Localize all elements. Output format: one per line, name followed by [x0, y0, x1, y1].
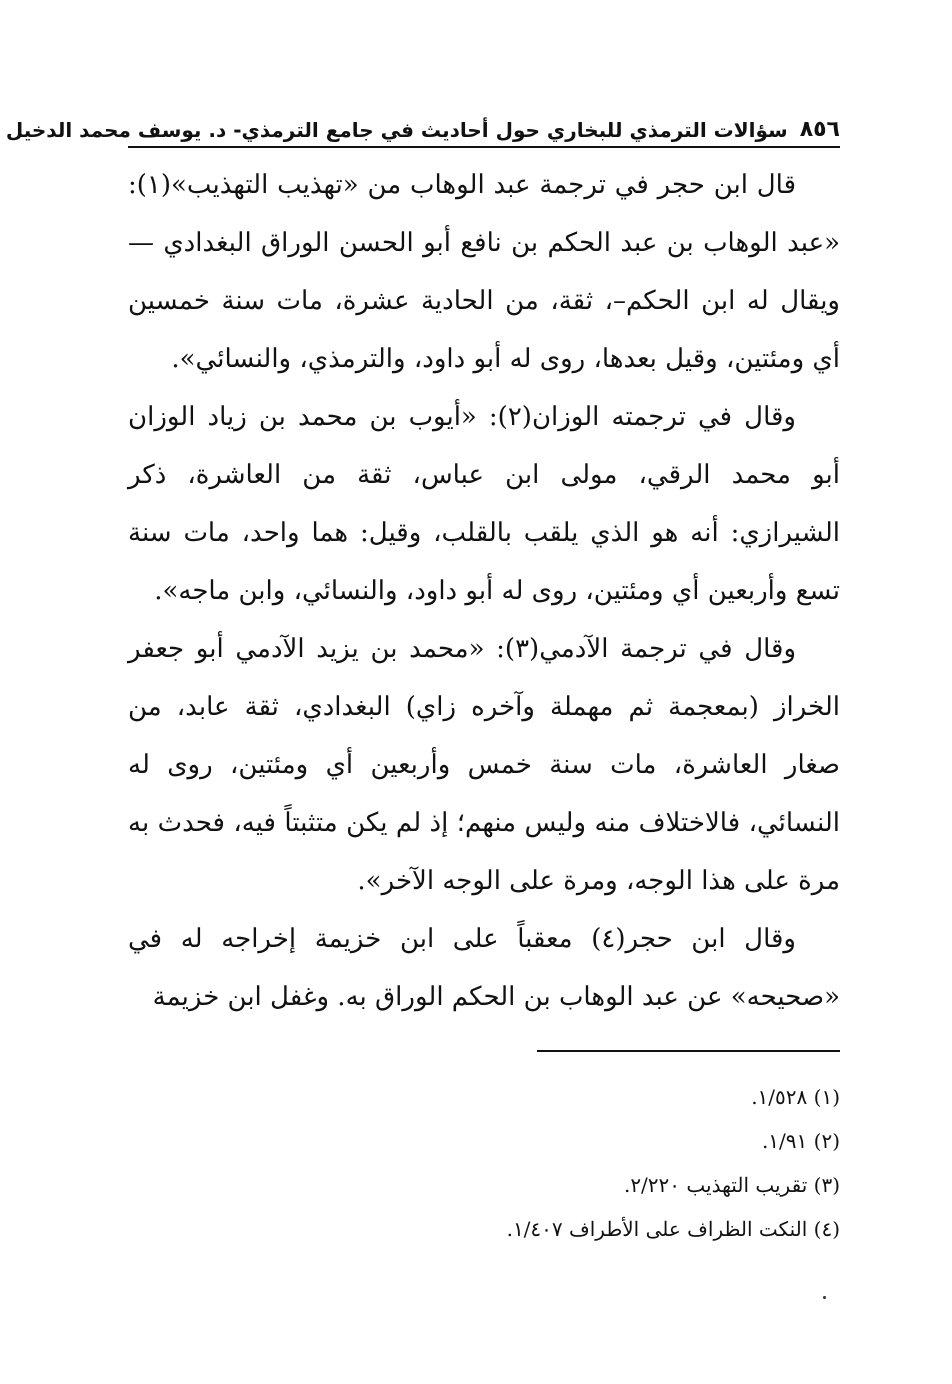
footnote-3: (٣) تقريب التهذيب ٢/٢٢٠. — [623, 1173, 840, 1197]
running-title: سؤالات الترمذي للبخاري حول أحاديث في جامع الترمذي- د. يوسف محمد الدخيل — [5, 118, 788, 142]
main-text — [128, 156, 840, 1016]
footnote-separator — [537, 1050, 840, 1052]
running-header — [5, 108, 840, 148]
footnotes — [128, 1078, 840, 1254]
paragraph-1: قال ابن حجر في ترجمة عبد الوهاب من «تهذيب التهذيب»(١): «عبد الوهاب بن عبد الحكم بن نافع أبو الحسن الوراق البغدادي —ويقال له ابن الحكم–، ثقة، من الحادية عشرة، مات سنة خمسين أي ومئتين، وقيل بعدها، روى له أبو داود، والترمذي، والنسائي». — [128, 170, 840, 374]
footnote-1: (١) ١/٥٢٨. — [751, 1085, 840, 1109]
stray-mark — [823, 1296, 826, 1299]
paragraph-4: وقال ابن حجر(٤) معقباً على ابن خزيمة إخراجه له في «صحيحه» عن عبد الوهاب بن الحكم الوراق به. وغفل ابن خزيمة — [128, 924, 840, 1012]
footnote-4: (٤) النكت الظراف على الأطراف ١/٤٠٧. — [506, 1217, 840, 1241]
paragraph-2: وقال في ترجمته الوزان(٢): «أيوب بن محمد بن زياد الوزان أبو محمد الرقي، مولى ابن عباس، ثقة من العاشرة، ذكر الشيرازي: أنه هو الذي يلقب بالقلب، وقيل: هما واحد، مات سنة تسع وأربعين أي ومئتين، روى له أبو داود، والنسائي، وابن ماجه». — [128, 402, 840, 606]
footnote-2: (٢) ١/٩١. — [761, 1129, 840, 1153]
page-number: ٨٥٦ — [799, 117, 840, 142]
paragraph-3: وقال في ترجمة الآدمي(٣): «محمد بن يزيد الآدمي أبو جعفر الخراز (بمعجمة ثم مهملة وآخره زاي) البغدادي، ثقة عابد، من صغار العاشرة، مات سنة خمس وأربعين أي ومئتين، روى له النسائي، فالاختلاف منه وليس منهم؛ إذ لم يكن متثبتاً فيه، فحدث به مرة على هذا الوجه، ومرة على الوجه الآخر». — [128, 634, 840, 896]
